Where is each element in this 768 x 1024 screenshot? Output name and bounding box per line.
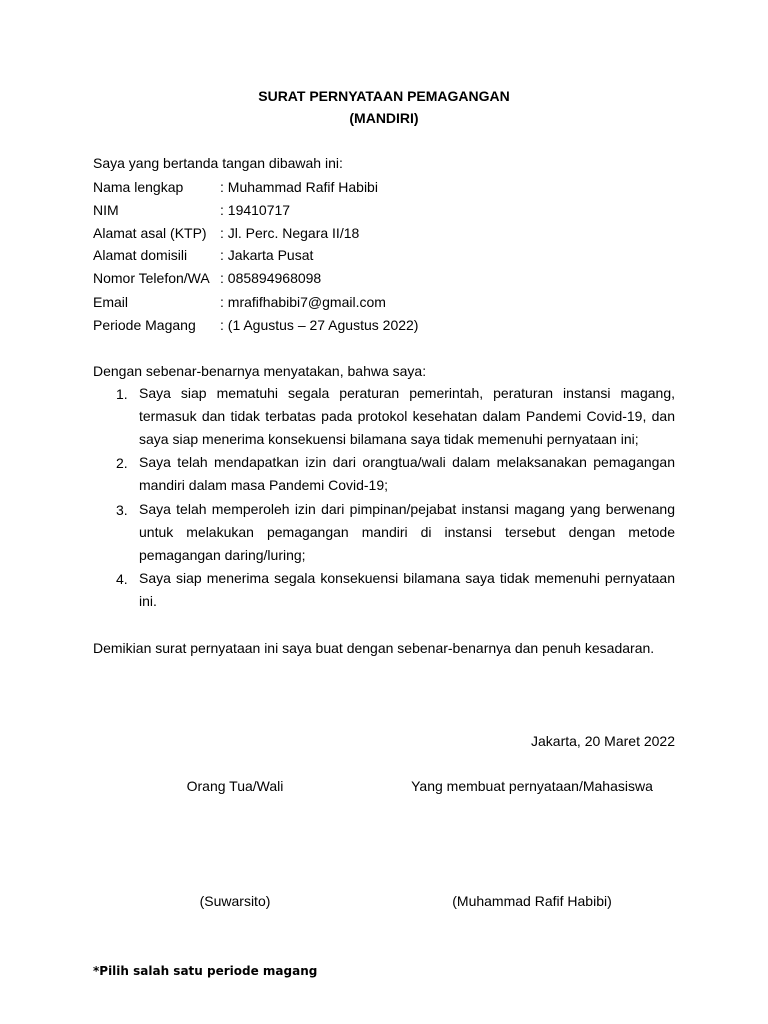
field-label-period: Periode Magang bbox=[93, 317, 196, 333]
field-label-nim: NIM bbox=[93, 202, 119, 218]
signature-role-student: Yang membuat pernyataan/Mahasiswa bbox=[411, 778, 653, 794]
field-label-domicile: Alamat domisili bbox=[93, 247, 188, 263]
document-subtitle: (MANDIRI) bbox=[349, 110, 419, 126]
statement-number: 4. bbox=[116, 571, 128, 587]
field-value-domicile: : Jakarta Pusat bbox=[220, 247, 314, 263]
statement-item: Saya siap menerima segala konsekuensi bilamana saya tidak memenuhi pernyataan ini. bbox=[139, 570, 675, 609]
place-date: Jakarta, 20 Maret 2022 bbox=[531, 733, 675, 749]
signature-name-parent: (Suwarsito) bbox=[199, 893, 271, 909]
statement-intro: Dengan sebenar-benarnya menyatakan, bahwa saya: bbox=[93, 363, 427, 379]
document-title: SURAT PERNYATAAN PEMAGANGAN bbox=[258, 88, 510, 104]
field-value-nim: : 19410717 bbox=[220, 202, 291, 218]
field-value-address-ktp: : Jl. Perc. Negara II/18 bbox=[220, 225, 360, 241]
closing-text: Demikian surat pernyataan ini saya buat dengan sebenar-benarnya dan penuh kesadaran. bbox=[93, 640, 655, 656]
statement-number: 3. bbox=[116, 502, 128, 518]
field-label-address-ktp: Alamat asal (KTP) bbox=[93, 225, 207, 241]
signature-name-student: (Muhammad Rafif Habibi) bbox=[452, 893, 612, 909]
statement-item: Saya telah mendapatkan izin dari orangtua/wali dalam melaksanakan pemagangan mandiri dalam masa Pandemi Covid-19; bbox=[139, 454, 675, 493]
field-value-phone: : 085894968098 bbox=[220, 270, 322, 286]
footnote: *Pilih salah satu periode magang bbox=[93, 964, 318, 978]
field-value-name: : Muhammad Rafif Habibi bbox=[220, 179, 378, 195]
field-label-phone: Nomor Telefon/WA bbox=[93, 270, 210, 286]
intro-text: Saya yang bertanda tangan dibawah ini: bbox=[93, 155, 343, 171]
field-value-email: : mrafifhabibi7@gmail.com bbox=[220, 294, 386, 310]
statement-number: 1. bbox=[116, 386, 128, 402]
signature-role-parent: Orang Tua/Wali bbox=[186, 778, 284, 794]
field-label-email: Email bbox=[93, 294, 129, 310]
statement-item: Saya telah memperoleh izin dari pimpinan/pejabat instansi magang yang berwenang untuk melakukan pemagangan mandiri di instansi tersebut dengan metode pemagangan daring/luring; bbox=[139, 501, 675, 563]
field-value-period: : (1 Agustus – 27 Agustus 2022) bbox=[220, 317, 419, 333]
field-label-name: Nama lengkap bbox=[93, 179, 184, 195]
statement-number: 2. bbox=[116, 455, 128, 471]
statement-item: Saya siap mematuhi segala peraturan pemerintah, peraturan instansi magang, termasuk dan tidak terbatas pada protokol kesehatan dalam Pandemi Covid-19, dan saya siap menerima konsekuensi bilamana saya tidak memenuhi pernyataan ini; bbox=[139, 385, 675, 447]
